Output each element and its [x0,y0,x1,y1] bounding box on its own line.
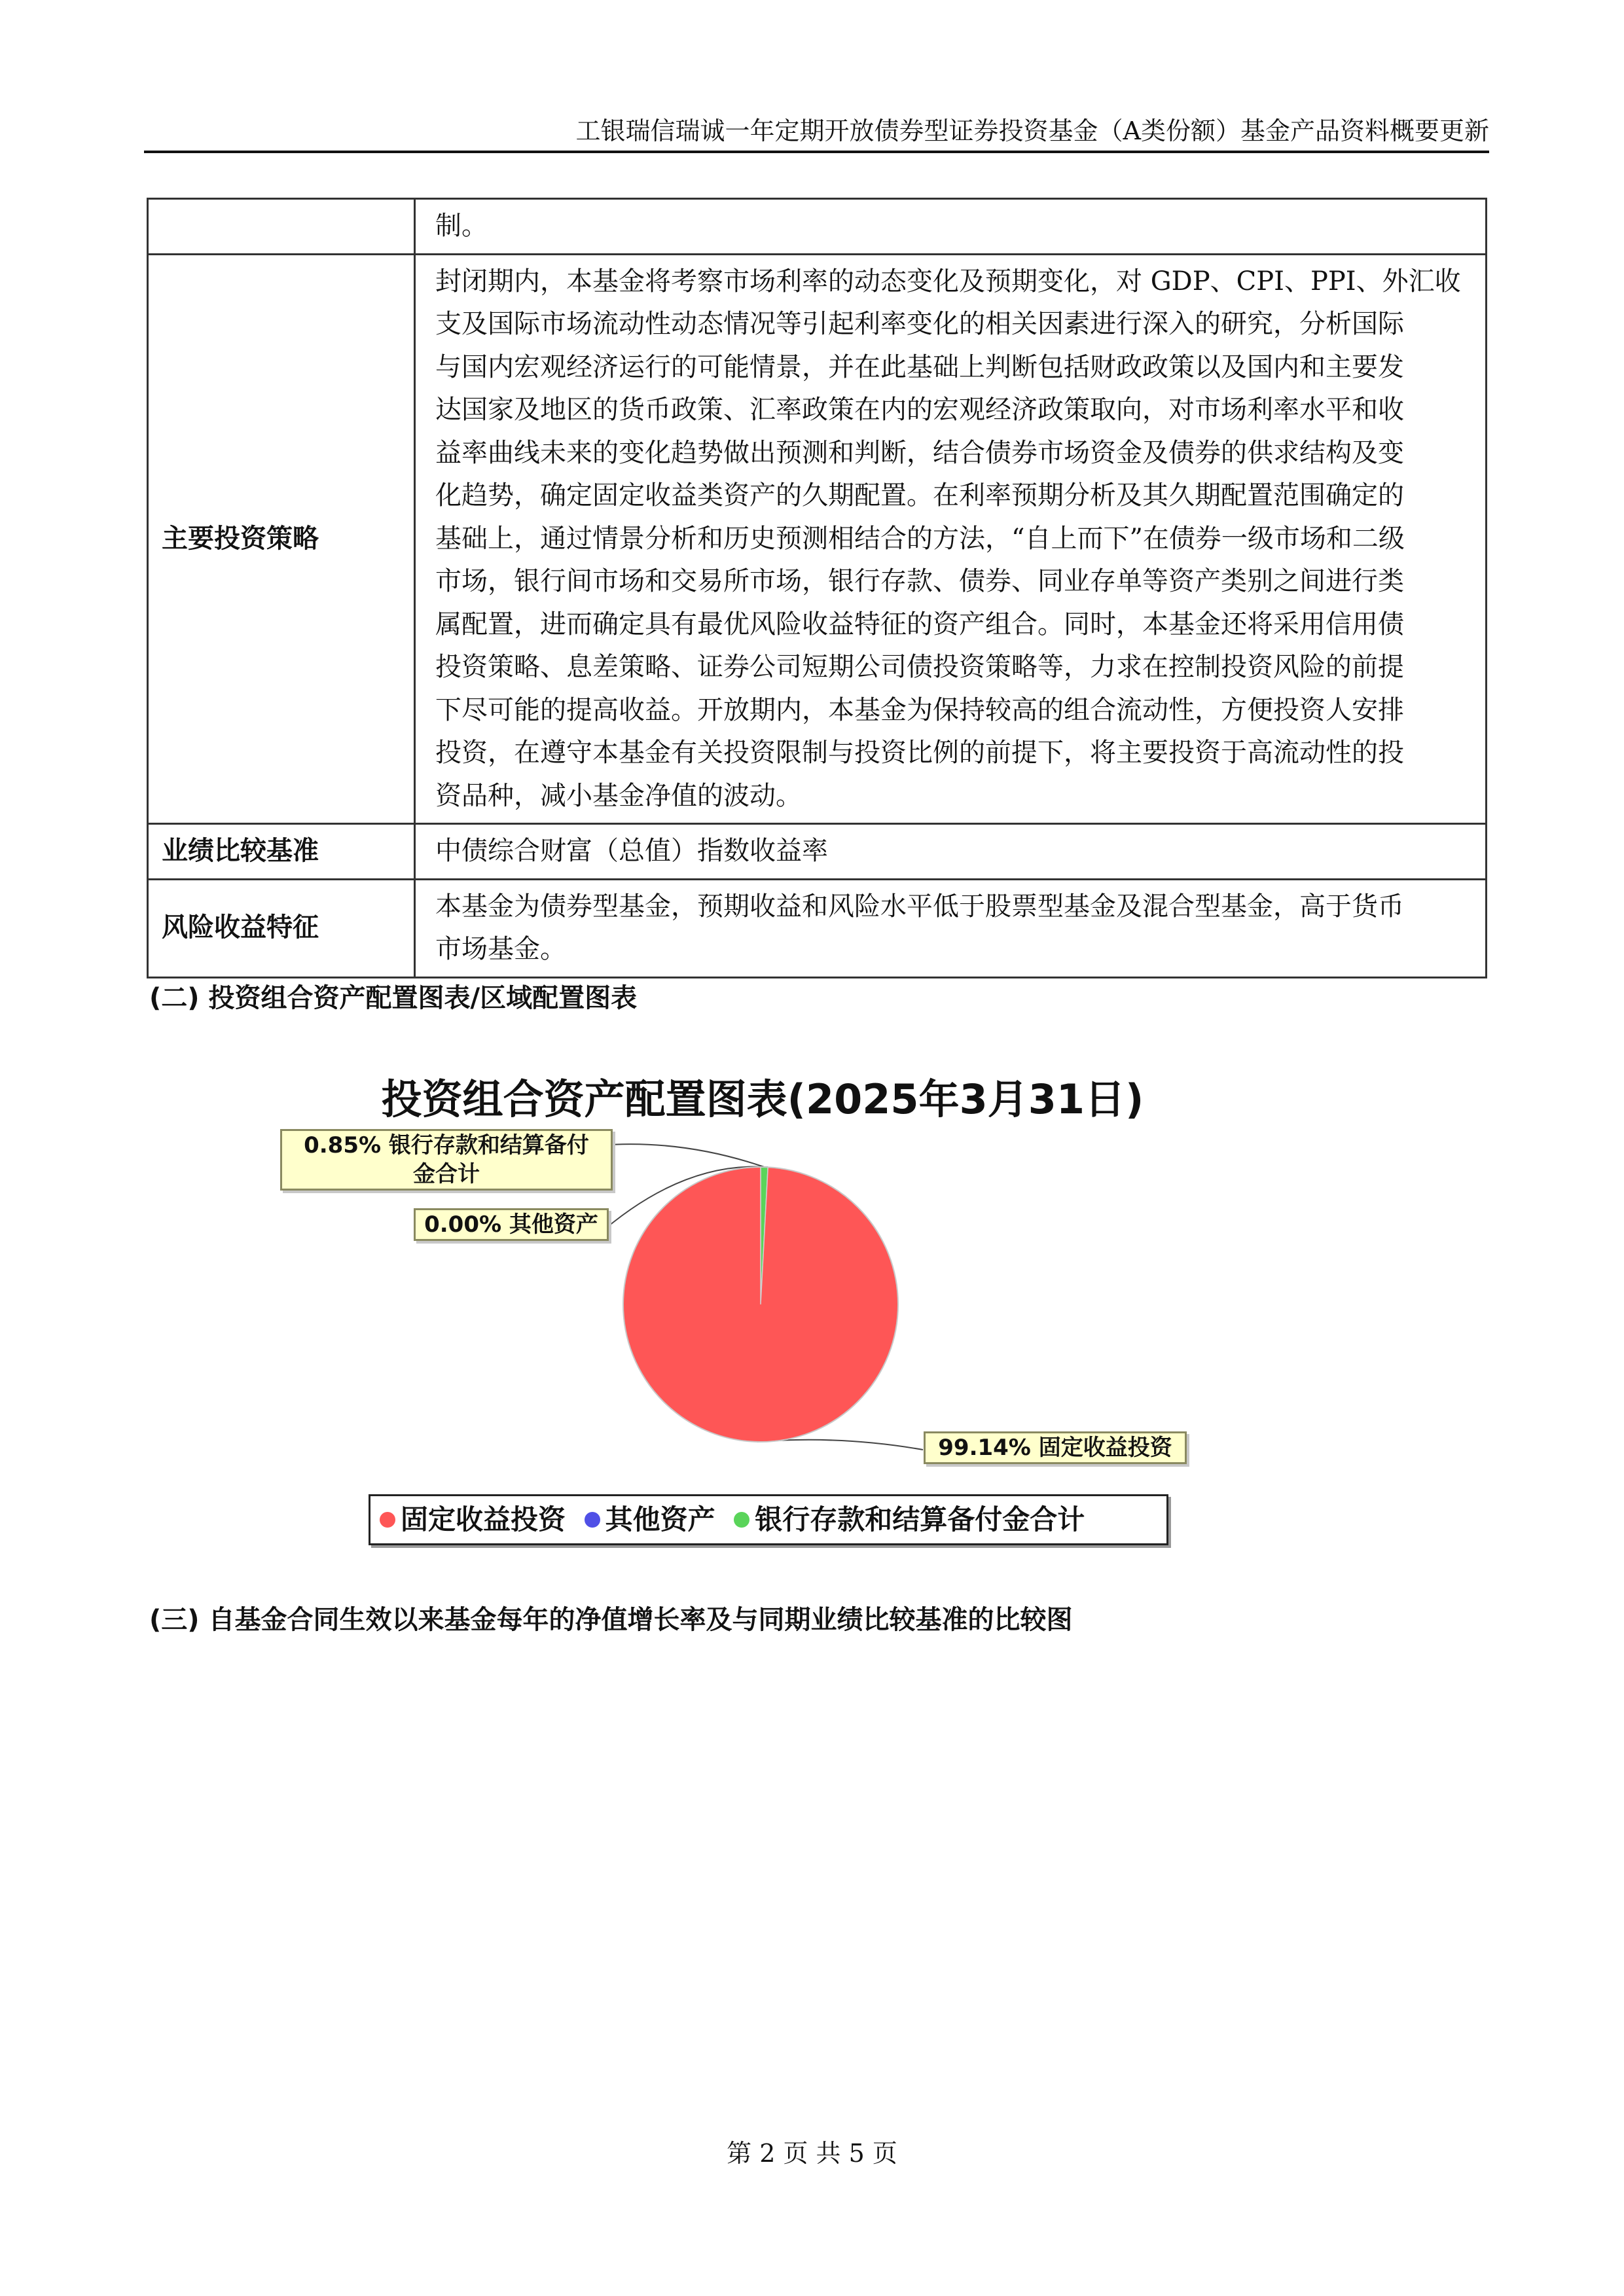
row-value: 制。 [415,199,1487,255]
chart-title: 投资组合资产配置图表(2025年3月31日) [381,1075,1144,1123]
row-value: 中债综合财富（总值）指数收益率 [415,824,1487,880]
row-key: 风险收益特征 [148,879,415,977]
row-key: 主要投资策略 [148,254,415,824]
callout-label-fixed-income: 99.14% 固定收益投资 [924,1431,1187,1464]
leader-line [600,1144,765,1167]
row-key: 业绩比较基准 [148,824,415,880]
pie-slice [623,1167,898,1442]
leader-line [757,1440,923,1450]
chart-legend [369,1494,1168,1545]
section-heading: (三) 自基金合同生效以来基金每年的净值增长率及与同期业绩比较基准的比较图 [149,1605,1073,1635]
row-value: 封闭期内，本基金将考察市场利率的动态变化及预期变化，对 GDP、CPI、PPI、外汇收 支及国际市场流动性动态情况等引起利率变化的相关因素进行深入的研究，分析国际 与国内宏观经济运行的可能情景，并在此基础上判断包括财政政策以及国内和主要发 达国家及地区的货币政策、汇率政策在内的宏观经济政策取向，对市场利率水平和收 益率曲线未来的变化趋势做出预测和判断，结合债券市场资金及债券的供求结构及变 化趋势，确定固定收益类资产的久期配置。在利率预期分析及其久期配置范围确定的 基础上，通过情景分析和历史预测相结合的方法，“自上而下”在债券一级市场和二级 市场，银行间市场和交易所市场，银行存款、债券、同业存单等资产类别之间进行类 属配置，进而确定具有最优风险收益特征的资产组合。同时，本基金还将采用信用债 投资策略、息差策略、证券公司短期公司债投资策略等，力求在控制投资风险的前提 下尽可能的提高收益。开放期内，本基金为保持较高的组合流动性，方便投资人安排 投资，在遵守本基金有关投资限制与投资比例的前提下，将主要投资于高流动性的投 资品种，减小基金净值的波动。 [415,254,1487,824]
callout-label-bank-deposits: 0.85% 银行存款和结算备付 金合计 [280,1129,613,1191]
document-header: 工银瑞信瑞诚一年定期开放债券型证券投资基金（A类份额）基金产品资料概要更新 [575,117,1489,145]
legend-item: 其他资产 [585,1496,715,1543]
legend-item: 银行存款和结算备付金合计 [734,1496,1085,1543]
page-number: 第 2 页 共 5 页 [727,2139,897,2168]
legend-marker-blue [585,1512,600,1528]
callout-label-other-assets: 0.00% 其他资产 [414,1208,609,1241]
legend-marker-green [734,1512,749,1528]
row-value: 本基金为债券型基金，预期收益和风险水平低于股票型基金及混合型基金，高于货币 市场基金。 [415,879,1487,977]
legend-marker-red [380,1512,395,1528]
pie-slices [623,1167,898,1442]
legend-item: 固定收益投资 [380,1496,566,1543]
section-heading: (二) 投资组合资产配置图表/区域配置图表 [149,983,638,1013]
